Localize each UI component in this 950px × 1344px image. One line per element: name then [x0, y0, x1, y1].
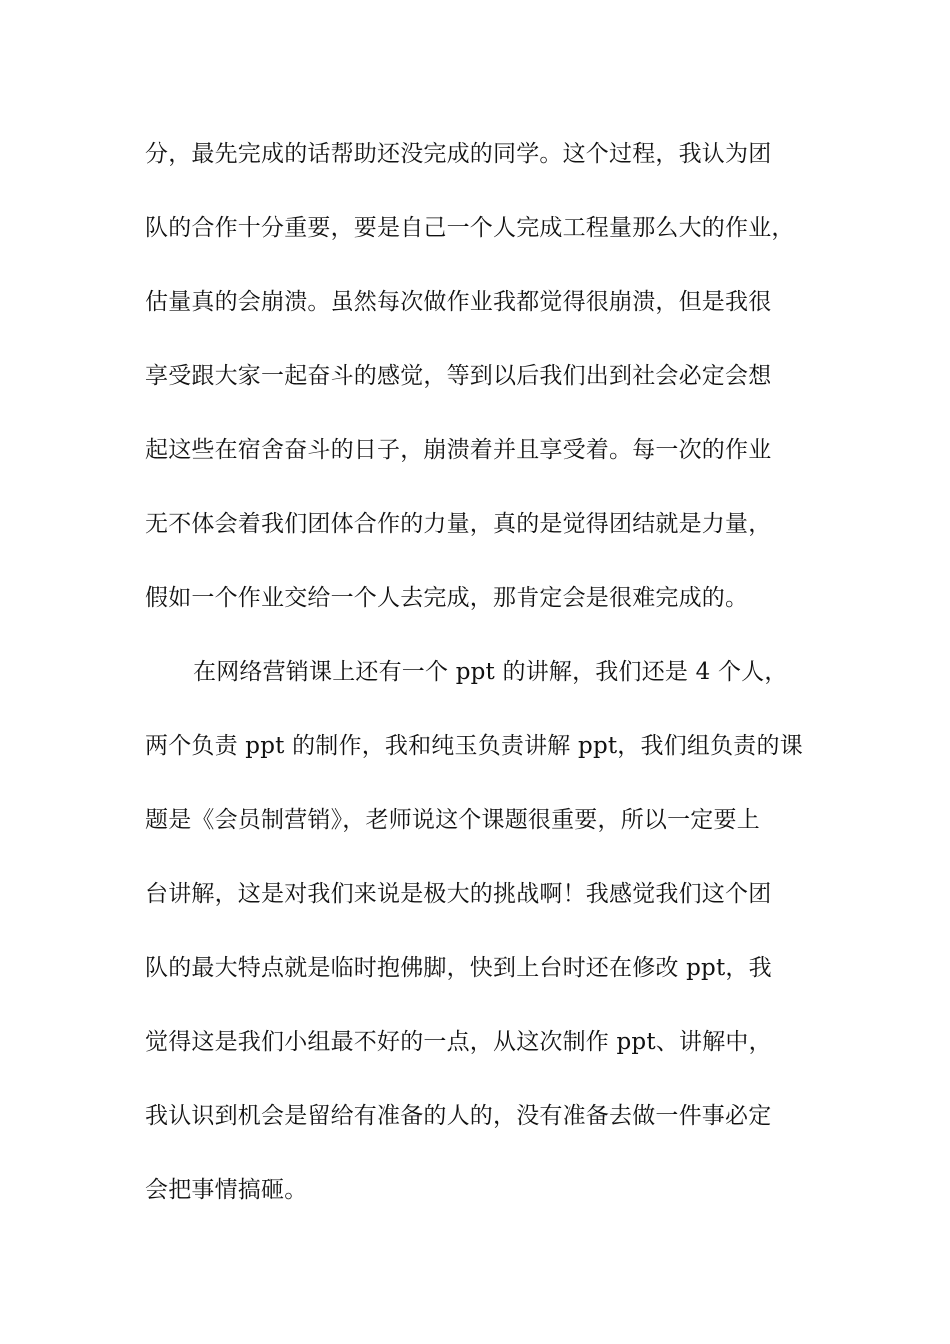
paragraph-line: 无不体会着我们团体合作的力量，真的是觉得团结就是力量， — [145, 511, 772, 537]
paragraph-line: 题是《会员制营销》，老师说这个课题很重要，所以一定要上 — [145, 807, 760, 833]
paragraph-line: 会把事情搞砸。 — [145, 1177, 308, 1203]
paragraph-line: 台讲解，这是对我们来说是极大的挑战啊！我感觉我们这个团 — [145, 881, 772, 907]
paragraph-line: 分，最先完成的话帮助还没完成的同学。这个过程，我认为团 — [145, 141, 772, 167]
paragraph-line: 两个负责 ppt 的制作，我和纯玉负责讲解 ppt，我们组负责的课 — [145, 733, 803, 759]
paragraph-line: 享受跟大家一起奋斗的感觉，等到以后我们出到社会必定会想 — [145, 363, 772, 389]
paragraph-line: 队的最大特点就是临时抱佛脚，快到上台时还在修改 ppt，我 — [145, 955, 772, 981]
paragraph-line: 起这些在宿舍奋斗的日子，崩溃着并且享受着。每一次的作业 — [145, 437, 772, 463]
paragraph-line: 我认识到机会是留给有准备的人的，没有准备去做一件事必定 — [145, 1103, 772, 1129]
paragraph-line: 假如一个作业交给一个人去完成，那肯定会是很难完成的。 — [145, 585, 749, 611]
paragraph-line: 队的合作十分重要，要是自己一个人完成工程量那么大的作业， — [145, 215, 795, 241]
paragraph-line: 觉得这是我们小组最不好的一点，从这次制作 ppt、讲解中， — [145, 1029, 772, 1055]
paragraph-line: 估量真的会崩溃。虽然每次做作业我都觉得很崩溃，但是我很 — [145, 289, 772, 315]
paragraph-first-line: 在网络营销课上还有一个 ppt 的讲解，我们还是 4 个人， — [193, 659, 788, 685]
